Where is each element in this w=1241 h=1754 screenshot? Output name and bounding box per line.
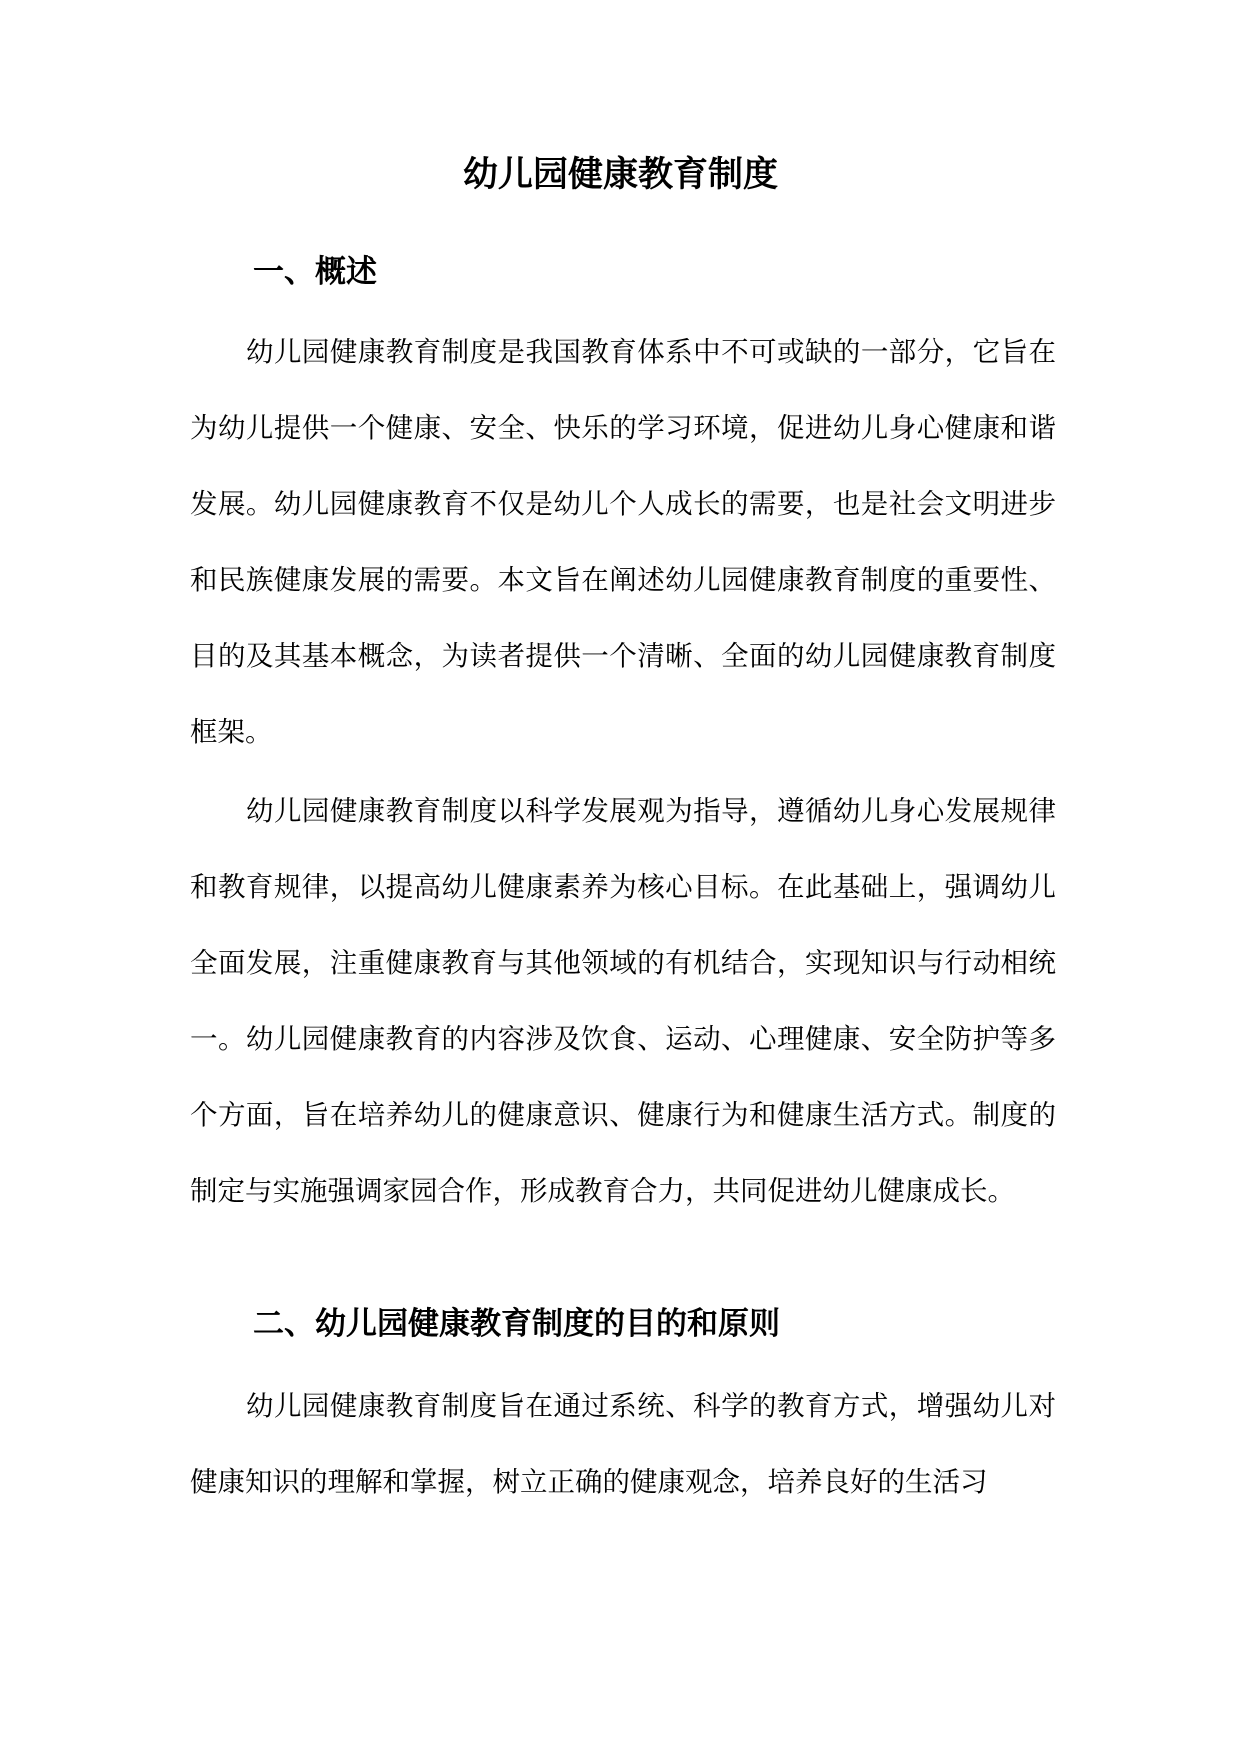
paragraph-overview-2: 幼儿园健康教育制度以科学发展观为指导，遵循幼儿身心发展规律和教育规律，以提高幼儿健康素养为核心目标。在此基础上，强调幼儿全面发展，注重健康教育与其他领域的有机结合，实现知识与行动相统一。幼儿园健康教育的内容涉及饮食、运动、心理健康、安全防护等多个方面，旨在培养幼儿的健康意识、健康行为和健康生活方式。制度的制定与实施强调家园合作，形成教育合力，共同促进幼儿健康成长。 (190, 795, 1056, 1207)
paragraph-overview-1: 幼儿园健康教育制度是我国教育体系中不可或缺的一部分，它旨在为幼儿提供一个健康、安全、快乐的学习环境，促进幼儿身心健康和谐发展。幼儿园健康教育不仅是幼儿个人成长的需要，也是社会文明进步和民族健康发展的需要。本文旨在阐述幼儿园健康教育制度的重要性、目的及其基本概念，为读者提供一个清晰、全面的幼儿园健康教育制度框架。 (190, 336, 1056, 748)
paragraph-purpose-1: 幼儿园健康教育制度旨在通过系统、科学的教育方式，增强幼儿对健康知识的理解和掌握，树立正确的健康观念，培养良好的生活习 (190, 1390, 1056, 1498)
section-heading-overview: 一、概述 (253, 254, 377, 290)
document-title: 幼儿园健康教育制度 (462, 155, 778, 195)
section-heading-purpose-principles: 二、幼儿园健康教育制度的目的和原则 (253, 1306, 780, 1342)
